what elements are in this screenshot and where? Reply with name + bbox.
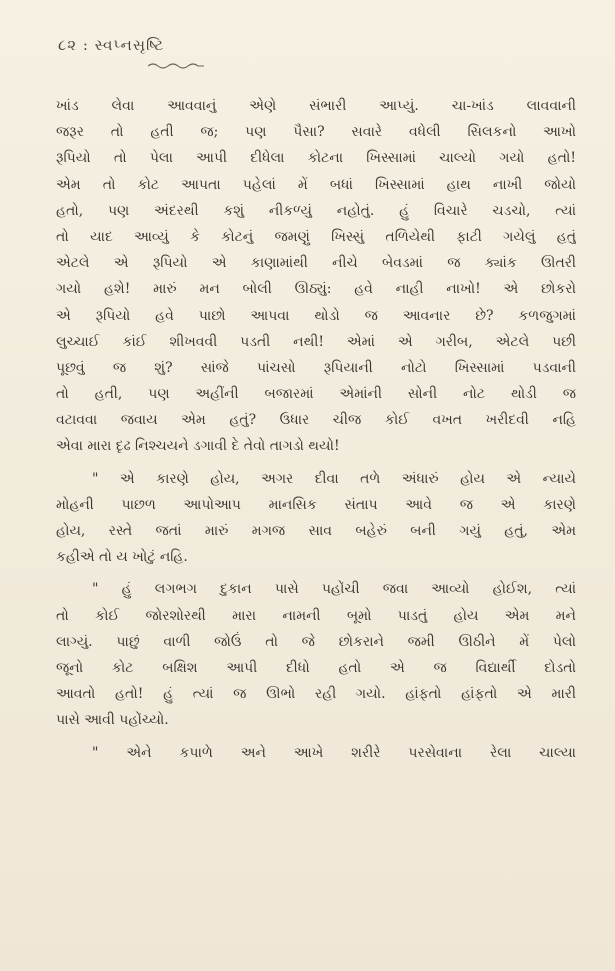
text-line: રૂપિયો તો પેલા આપી દીધેલા કોટના ખિસ્સામાં ચાલ્યો ગયો હતો! <box>56 150 576 167</box>
text-line: " હું લગભગ દુકાન પાસે પહોંચી જવા આવ્યો હોઈશ, ત્યાં <box>92 581 576 598</box>
decorative-wavy-rule <box>148 62 204 70</box>
paragraph-1 <box>56 93 576 460</box>
paragraph-2 <box>56 466 576 571</box>
text-line: " એને કપાળે અને આખે શરીરે પરસેવાના રેલા ચાલ્યા <box>92 744 576 761</box>
body-text <box>56 93 576 766</box>
text-line: પાસે આવી પહોંચ્યો. <box>56 712 169 729</box>
text-line: તો હતી, પણ અહીંની બજારમાં એમાંની સોની નોટ થોડી જ <box>56 386 576 403</box>
text-line: લુચ્ચાઈ કાંઈ શીખવવી પડતી નથી! એમાં એ ગરીબ, એટલે પછી <box>56 333 576 350</box>
text-line: પૂછવું જ શું? સાંજે પાંચસો રૂપિયાની નોટો ખિસ્સામાં પડવાની <box>56 359 576 376</box>
text-line: જરૂર તો હતી જ; પણ પૈસા? સવારે વધેલી સિલકનો આખો <box>56 124 576 141</box>
text-line: તો યાદ આવ્યું કે કોટનું જમણું ખિસ્સું તળિયેથી ફાટી ગયેલું હતું <box>56 228 576 245</box>
paragraph-3 <box>56 576 576 733</box>
running-head: ૮૨ : સ્વપ્નસૃષ્ટિ <box>58 36 165 54</box>
text-line: કહીએ તો ય ખોટું નહિ. <box>56 549 188 566</box>
text-line: એ રૂપિયો હવે પાછો આપવા થોડો જ આવનાર છે? કળજુગમાં <box>56 307 576 324</box>
text-line: તો કોઈ જોરશોરથી મારા નામની બૂમો પાડતું હોય એમ મને <box>56 607 576 624</box>
text-line: ગયો હશે! મારું મન બોલી ઊઠ્યું: હવે નાહી નાખો! એ છોકરો <box>56 281 576 298</box>
text-line: હતો, પણ અંદરથી કશું નીકળ્યું નહોતું. હું વિચારે ચડચો, ત્યાં <box>56 202 576 219</box>
text-line: " એ કારણે હોય, અગર દીવા તળે અંધારું હોય એ ન્યાયે <box>92 470 576 487</box>
text-line: એવા મારા દૃઢ નિશ્ચયને ડગાવી દે તેવો તાગડો થયો! <box>56 438 340 455</box>
text-line: જૂનો કોટ બક્ષિશ આપી દીધો હતો એ જ વિદ્યાર્થી દોડતો <box>56 659 576 676</box>
text-line: વટાવવા જવાય એમ હતું? ઉધાર ચીજ કોઈ વખત ખરીદવી નહિ <box>56 412 576 429</box>
text-line: લાગ્યું. પાછું વાળી જોઉં તો જે છોકરાને જમી ઊઠીને મેં પેલો <box>56 633 576 650</box>
text-line: ખાંડ લેવા આવવાનું એણે સંભારી આપ્યું. ચા-ખાંડ લાવવાની <box>56 98 576 114</box>
text-line: એમ તો કોટ આપતા પહેલાં મેં બધાં ખિસ્સામાં હાથ નાખી જોયો <box>56 176 576 193</box>
text-line: મોહની પાછળ આપોઆપ માનસિક સંતાપ આવે જ એ કારણે <box>56 496 576 513</box>
paragraph-4 <box>56 740 576 766</box>
text-line: આવતો હતો! હું ત્યાં જ ઊભો રહી ગયો. હાંફતો હાંફતો એ મારી <box>56 686 576 703</box>
text-line: એટલે એ રૂપિયો એ કાણામાંથી નીચે બેવડમાં જ ક્યાંક ઊતરી <box>56 255 576 272</box>
text-line: હોય, રસ્તે જતાં મારું મગજ સાવ બહેરું બની ગયું હતું, એમ <box>56 523 576 539</box>
